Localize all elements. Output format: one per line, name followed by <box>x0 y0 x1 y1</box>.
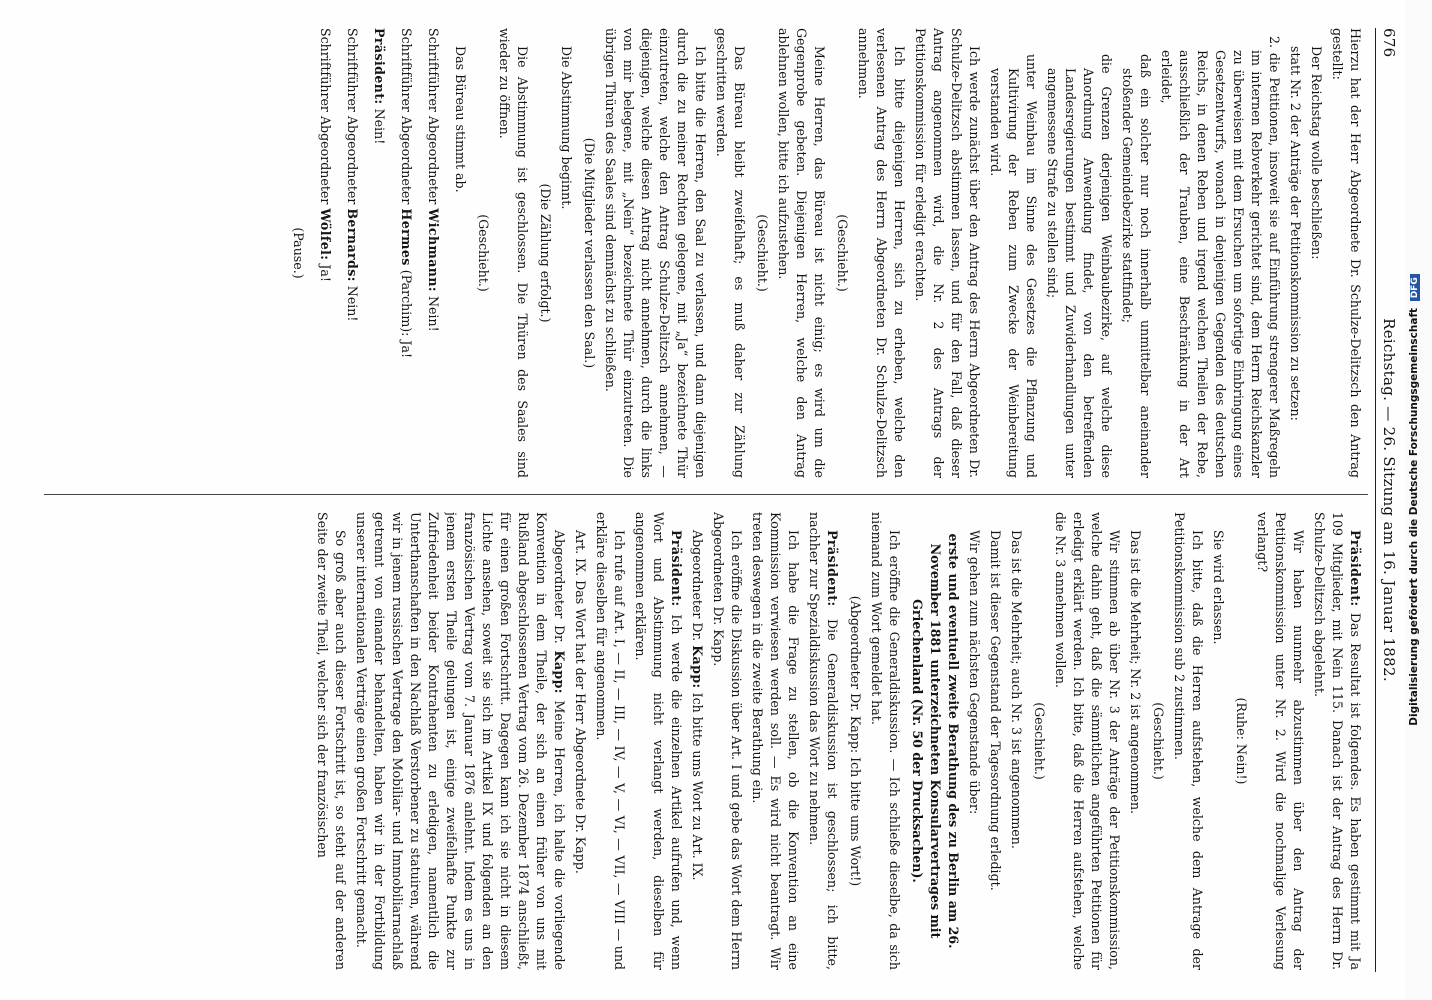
speaker-prefix: Abgeordneter Dr. <box>552 530 567 644</box>
motion-subitem: unter Weinbau im Sinne des Gesetzes die Pflanzung und Kultivirung der Reben zum Zwecke der Weinbereitung verstanden wird. <box>988 54 1039 478</box>
vote-line <box>343 28 361 478</box>
motion-subitem: die Grenzen derjenigen Weinbaubezirke, auf welche diese Anordnung Anwendung findet, von den betreffenden Landesregierungen bestimmt und Zuwiderhandlungen unter angemessene Strafe zu stellen sind; <box>1045 54 1114 478</box>
paragraph <box>688 512 706 970</box>
vote-answer: Nein! <box>426 295 441 332</box>
funding-notice-text: Digitalisierung gefördert durch die Deutsche Forschungsgemeinschaft <box>1408 307 1420 726</box>
vote-name: Wichmann: <box>426 208 441 292</box>
paragraph: Ich eröffne die Diskussion über Art. I und gebe das Wort dem Herrn Abgeordneten Dr. Kapp. <box>711 512 744 970</box>
paragraph <box>805 512 841 970</box>
paragraph: Hierzu hat der Herr Abgeordnete Dr. Schulze-Delitzsch den Antrag gestellt: <box>1330 28 1363 478</box>
vote-name: Wölfel: <box>318 208 333 261</box>
paragraph: Das ist die Mehrheit; Nr. 2 ist angenommen. <box>1128 530 1143 815</box>
paragraph <box>352 512 568 970</box>
vote-prefix: Schriftführer Abgeordneter <box>318 28 333 205</box>
paragraph: Der Reichstag wolle beschließen: <box>1309 46 1324 260</box>
paragraph: Ich bitte die Herren, den Saal zu verlassen, und dann diejenigen durch die zu meiner Rechten gelegene, mit „Ja“ bezeichnete Thür einzutreten, welche den Antrag Schulze-Delitzsch annehmen, — diejenigen, welche diesen Antrag nicht annehmen, durch die links von mir belegene, mit „Nein“ bezeichnete Thür einzutreten. Die übrigen Thüren des Saales sind demnächst zu schließen. <box>603 28 708 478</box>
column-divider <box>44 494 1368 495</box>
paragraph: Das Büreau stimmt ab. <box>453 46 468 193</box>
paragraph <box>631 512 685 970</box>
paragraph: Sie wird erlassen. <box>1211 530 1226 645</box>
vote-answer: (Parchim): Ja! <box>399 269 414 359</box>
stage-direction: (Geschieht.) <box>835 214 850 292</box>
stage-direction: (Die Zählung erfolgt.) <box>538 183 553 323</box>
motion-subitem: daß ein solcher nur noch innerhalb unmittelbar aneinander stoßender Gemeindebezirke stattfindet; <box>1120 54 1153 478</box>
paragraph: Ich habe die Frage zu stellen, ob die Konvention an eine Kommission verwiesen werden soll. — Es wird nicht beantragt. Wir treten deswegen in die zweite Berathung ein. <box>750 512 801 970</box>
paragraph <box>1310 512 1364 970</box>
vote-line <box>370 28 388 478</box>
speech-text: Das Resultat ist folgendes. Es haben gestimmt mit Ja 109 Mitglieder, mit Nein 115. Danach ist der Antrag des Herrn Dr. Schulze-Delitzsch abgelehnt. <box>1312 512 1363 970</box>
vote-prefix: Schriftführer Abgeordneter <box>399 28 414 205</box>
stage-direction: (Geschieht.) <box>476 214 491 292</box>
vote-line <box>316 28 334 478</box>
speaker-label: Kapp: <box>690 645 705 689</box>
vote-line <box>424 28 442 478</box>
stage-direction: (Abgeordneter Dr. Kapp: Ich bitte ums Wort!) <box>848 595 863 887</box>
speech-text: Ich werde die einzelnen Artikel aufrufen und, wenn Wort und Abstimmung nicht verlangt werden, dieselben für angenommen erklären. <box>633 512 684 970</box>
paragraph: Wir stimmen ab über Nr. 3 der Anträge der Petitionskommission, welche dahin geht, daß die sämmtlichen angeführten Petitionen für erledigt erklärt werden. Ich bitte, daß die Herren aufstehen, welche die Nr. 3 annehmen wollen. <box>1053 512 1122 970</box>
paragraph: statt Nr. 2 der Anträge der Petitionskommission zu setzen: <box>1288 46 1303 421</box>
paragraph: Wir haben nunmehr abzustimmen über den Antrag der Petitionskommission unter Nr. 2. Wird die nochmalige Verlesung verlangt? <box>1255 512 1306 970</box>
motion-item: 2. die Petitionen, insoweit sie auf Einführung strengerer Maßregeln im internen Rebverkehr gerichtet sind, dem Herrn Reichskanzler zu überweisen mit dem Ersuchen um sofortige Einbringung eines Gesetzentwurfs, wonach in denjenigen Gegenden des deutschen Reichs, in denen Reben und irgend welchen Theilen der Rebe, ausschließlich der Trauben, eine Beschränkung in der Art erleidet, <box>1159 36 1282 478</box>
paragraph: Damit ist dieser Gegenstand der Tagesordnung erledigt. <box>988 530 1003 891</box>
speech-text: Ich bitte ums Wort zu Art. IX. <box>690 692 705 881</box>
paragraph: Ich bitte, daß die Herren aufstehen, welche dem Antrage der Petitionskommission sub 2 zustimmen. <box>1172 512 1205 970</box>
speaker-label: Präsident: <box>1348 530 1363 607</box>
vote-answer: Ja! <box>318 264 333 282</box>
speaker-label: Präsident: <box>669 530 684 607</box>
paragraph: Art. IX. Das Wort hat der Herr Abgeordnete Dr. Kapp. <box>573 530 588 874</box>
vote-name: Bernards: <box>345 208 360 282</box>
dfg-logo: DFG <box>1410 274 1420 301</box>
speaker-prefix: Abgeordneter Dr. <box>690 530 705 642</box>
vote-answer: Nein! <box>345 285 360 322</box>
paragraph: Das ist die Mehrheit; auch Nr. 3 ist angenommen. <box>1009 530 1024 849</box>
paragraph: Die Abstimmung ist geschlossen. Die Thüren des Saales sind wieder zu öffnen. <box>497 28 530 478</box>
stage-direction: (Ruhe: Nein!) <box>1234 697 1249 785</box>
agenda-item: erste und eventuell zweite Berathung des zu Berlin am 26. November 1881 unterzeichneten Konsularvertrages mit Griechenland (Nr. 50 der Drucksachen). <box>910 533 961 949</box>
stage-direction: (Pause.) <box>291 227 306 279</box>
vote-name: Hermes <box>399 208 414 266</box>
header-rule <box>1375 28 1376 972</box>
stage-direction: (Die Mitglieder verlassen den Saal.) <box>582 137 597 369</box>
vote-prefix: Schriftführer Abgeordneter <box>426 28 441 205</box>
vote-name: Präsident: <box>372 28 387 105</box>
paragraph: Das Büreau bleibt zweifelhaft; es muß daher zur Zählung geschritten werden. <box>714 28 747 478</box>
speaker-label: Präsident: <box>825 530 840 607</box>
page-title: Reichstag. — 26. Sitzung am 16. Januar 1882. <box>1380 318 1398 682</box>
page-number: 676 <box>1380 28 1398 58</box>
right-column <box>40 512 1364 970</box>
speech-text: Meine Herren, ich halte die vorliegende Konvention in dem Theile, der sich an einen früher von uns mit Rußland abgeschlossenen Vertrag vom 26. Dezember 1874 anschließt, für einen großen Fortschritt. Dagegen kann ich sie nicht in diesem Lichte ansehen, soweit sie sich im Artikel IX und folgenden an den französischen Vertrag vom 7. Januar 1876 anlehnt. Indem es uns in jenem ersten Theile gelungen ist, einige zweifelhafte Punkte zur Zufriedenheit beider Kontrahenten zu erledigen, namentlich die Unterthanschaften in den Nachlaß Verstorbener zu statuiren, während wir in jenem russischen Vertrage den Mobiliar- und Immobiliarnachlaß getrennt von einander behandelten, haben wir in der Fortbildung unserer internationalen Verträge einen großen Fortschritt gemacht. <box>354 512 567 970</box>
paragraph: Die Abstimmung beginnt. <box>559 46 574 210</box>
paragraph: So groß aber auch dieser Fortschritt ist, so steht auf der anderen Seite der zweite Theil, welcher sich der französischen <box>315 512 348 970</box>
paragraph: Ich bitte diejenigen Herren, sich zu erheben, welche den verlesenen Antrag des Herrn Abgeordneten Dr. Schulze-Delitzsch annehmen. <box>856 28 907 478</box>
funding-notice <box>1408 0 1428 1000</box>
paragraph: Wir gehen zum nächsten Gegenstande über: <box>967 530 982 815</box>
stage-direction: (Geschieht.) <box>1151 702 1166 780</box>
vote-answer: Nein! <box>372 108 387 145</box>
left-column <box>40 28 1364 478</box>
speaker-label: Kapp: <box>552 650 567 694</box>
vote-line <box>397 28 415 478</box>
stage-direction: (Geschieht.) <box>1032 702 1047 780</box>
speech-text: Die Generaldiskussion ist geschlossen; ich bitte, nachher zur Spezialdiskussion das Wort zu nehmen. <box>807 512 840 970</box>
funding-sidebar <box>1405 0 1432 1000</box>
vote-prefix: Schriftführer Abgeordneter <box>345 28 360 205</box>
paragraph: Ich eröffne die Generaldiskussion. — Ich schließe dieselbe, da sich niemand zum Wort gemeldet hat. <box>869 512 902 970</box>
paragraph: Ich werde zunächst über den Antrag des Herrn Abgeordneten Dr. Schulze-Delitzsch abstimmen lassen, und für den Fall, daß dieser Antrag angenommen wird, die Nr. 2 des Antrags der Petitionskommission für erledigt erachten. <box>913 28 982 478</box>
paragraph: Ich rufe auf Art. I, — II, — III, — IV, — V, — VI, — VII, — VIII — und erkläre dieselben für angenommen. <box>594 512 627 970</box>
paragraph: Meine Herren, das Büreau ist nicht einig; es wird um die Gegenprobe gebeten. Diejenigen Herren, welche den Antrag ablehnen wollen, bitte ich aufzustehen. <box>776 28 827 478</box>
stage-direction: (Geschieht.) <box>755 214 770 292</box>
